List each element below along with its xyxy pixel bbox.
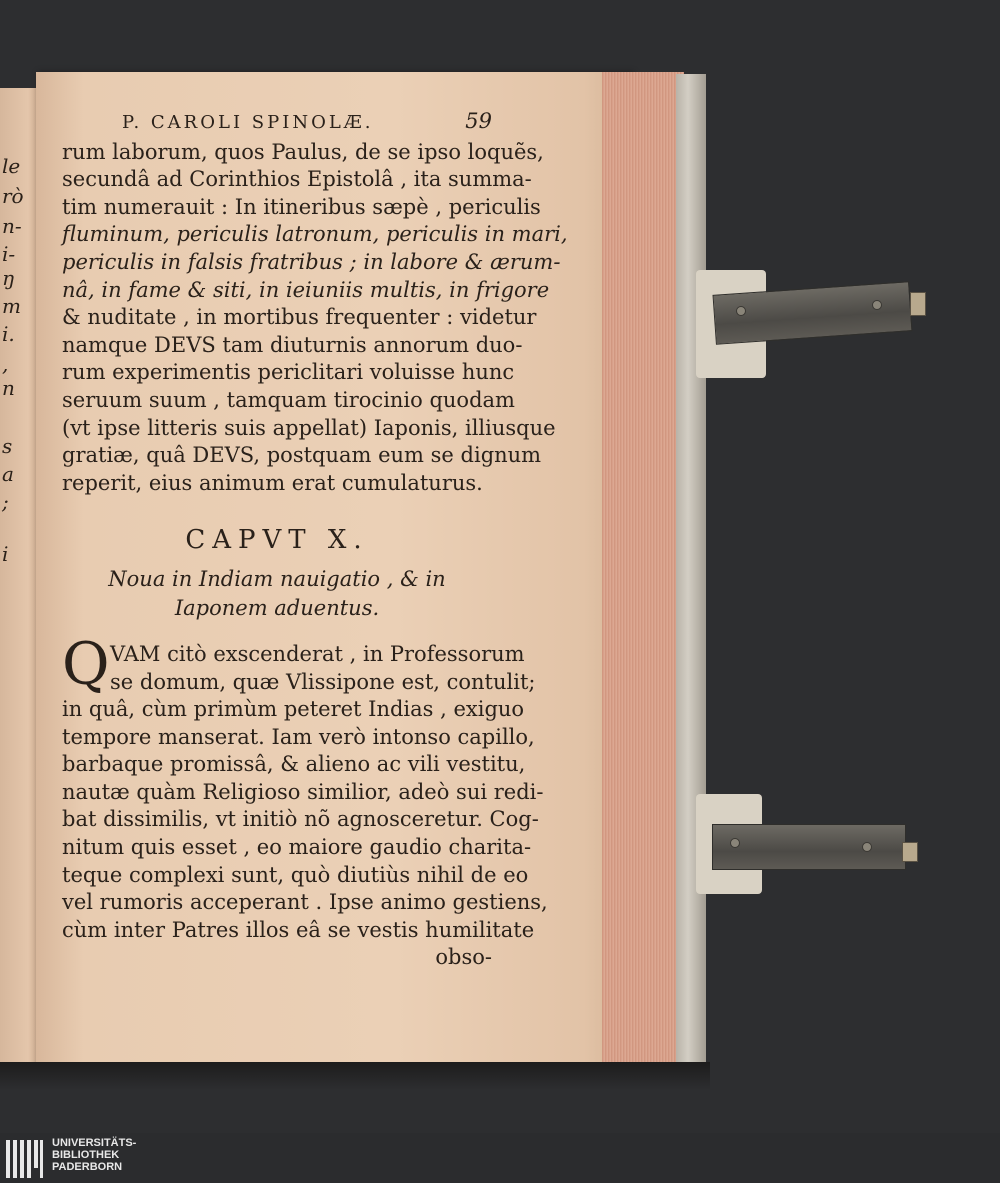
text-line: rum experimentis periclitari voluisse hunc (62, 360, 515, 385)
text-line: in quâ, cùm primùm peteret Indias , exiguo (62, 697, 525, 722)
catchword: obso- (435, 945, 492, 970)
left-fragment: n- (2, 214, 22, 238)
text-line: rum laborum, quos Paulus, de se ipso loquẽs, (62, 139, 544, 164)
left-fragment: , (2, 352, 9, 376)
library-name-line: BIBLIOTHEK (52, 1149, 120, 1161)
cover-edge (676, 74, 706, 1080)
left-page-edge (0, 88, 40, 1073)
text-line: gratiæ, quâ DEVS, postquam eum se dignum (62, 443, 542, 468)
text-line: reperit, eius animum erat cumulaturus. (62, 470, 483, 495)
running-header (62, 108, 492, 137)
left-fragment: rò (2, 184, 24, 208)
chapter-subtitle: Noua in Indiam nauigatio , & in (108, 566, 446, 591)
page-block-edge (602, 72, 684, 1062)
left-fragment: ; (2, 490, 9, 514)
library-footer (0, 1133, 1000, 1183)
text-line: namque DEVS tam diuturnis annorum duo- (62, 332, 523, 357)
text-line: nitum quis esset , eo maiore gaudio charita- (62, 835, 532, 860)
text-line: tim numerauit : In itineribus sæpè , periculis (62, 194, 541, 219)
left-fragment: ŋ (2, 266, 15, 290)
left-fragment: le (2, 154, 21, 178)
paragraph (62, 629, 548, 972)
bottom-shadow (0, 1062, 710, 1090)
library-name (52, 1137, 136, 1173)
text-line: tempore manserat. Iam verò intonso capillo, (62, 724, 535, 749)
text-line: VAM citò exscenderat , in Professorum (110, 641, 525, 666)
left-fragment: s (2, 434, 13, 458)
left-fragment: n (2, 376, 15, 400)
text-line: & nuditate , in mortibus frequenter : videtur (62, 305, 537, 330)
left-fragment: a (2, 462, 14, 486)
chapter-title: CAPVT X. (185, 525, 369, 556)
left-fragment: i (2, 542, 9, 566)
left-fragment: m (2, 294, 21, 318)
text-line: teque complexi sunt, quò diutiùs nihil de eo (62, 862, 529, 887)
library-name-line: PADERBORN (52, 1161, 123, 1173)
library-name-line: UNIVERSITÄTS- (52, 1137, 137, 1149)
text-line: se domum, quæ Vlissipone est, contulit; (110, 669, 536, 694)
library-logo-icon (6, 1140, 44, 1178)
page-number: 59 (465, 109, 492, 133)
text-line: secundâ ad Corinthios Epistolâ , ita summa- (62, 167, 532, 192)
text-line: cùm inter Patres illos eâ se vestis humilitate (62, 917, 535, 942)
drop-cap: Q (62, 629, 110, 698)
text-line: seruum suum , tamquam tirocinio quodam (62, 387, 515, 412)
text-line: nâ, in fame & siti, in ieiuniis multis, in frigore (62, 277, 550, 302)
text-line: bat dissimilis, vt initiò nõ agnosceretur. Cog- (62, 807, 539, 832)
upper-clasp (696, 270, 931, 378)
page-text (62, 108, 568, 972)
text-line: vel rumoris acceperant . Ipse animo gestiens, (62, 890, 548, 915)
text-line: periculis in falsis fratribus ; in labore & ærum- (62, 249, 561, 274)
chapter-subtitle: Iaponem aduentus. (174, 595, 380, 620)
text-line: fluminum, periculis latronum, periculis in mari, (62, 222, 568, 247)
lower-clasp (696, 794, 926, 894)
left-fragment: i. (2, 322, 15, 346)
text-line: nautæ quàm Religioso similior, adeò sui redi- (62, 779, 544, 804)
left-fragment: i- (2, 242, 16, 266)
text-line: (vt ipse litteris suis appellat) Iaponis, illiusque (62, 415, 556, 440)
running-title: P. CAROLI SPINOLÆ. (122, 112, 374, 133)
text-line: barbaque promissâ, & alieno ac vili vestitu, (62, 752, 526, 777)
